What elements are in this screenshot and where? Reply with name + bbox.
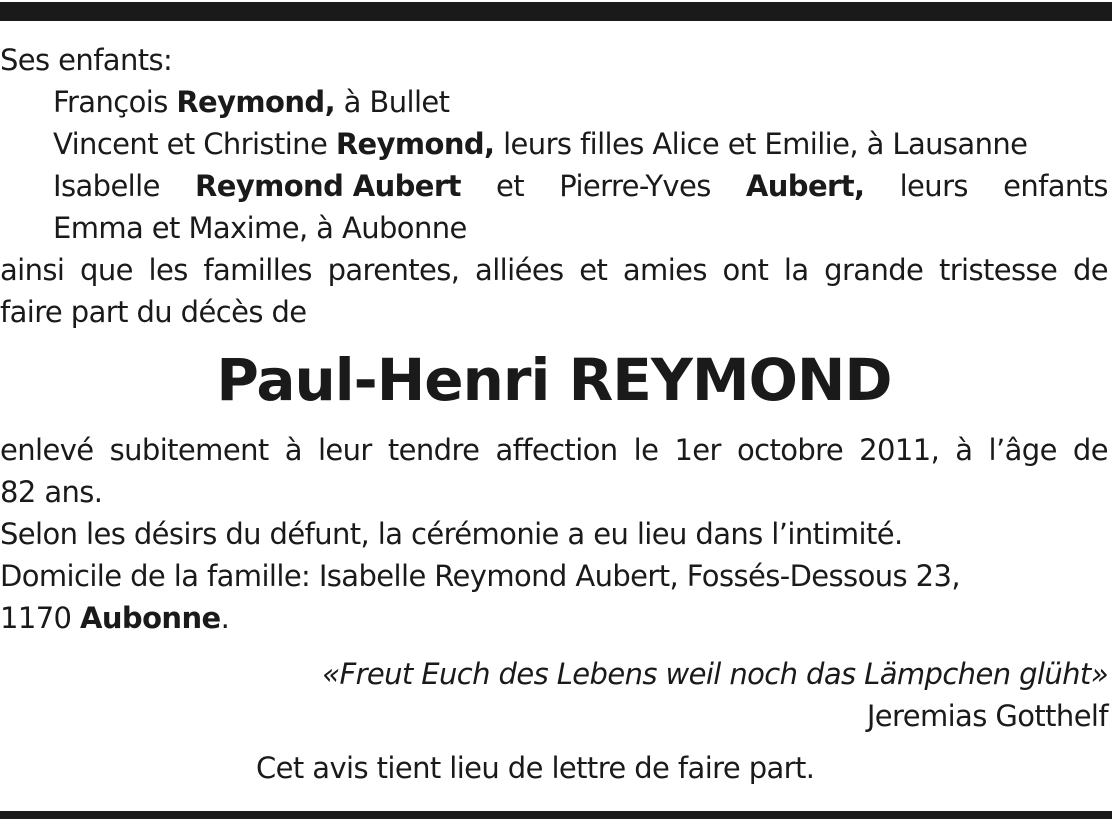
families-word: tristesse	[938, 253, 1058, 287]
death-word: subitement	[109, 433, 269, 467]
families-word: ainsi	[0, 253, 65, 287]
closing-text: Cet avis tient lieu de lettre de faire part.	[256, 751, 815, 785]
families-word: de	[1072, 253, 1108, 287]
families-word: grande	[824, 253, 924, 287]
death-word: de	[1072, 433, 1108, 467]
domicile-period: .	[220, 601, 230, 635]
domicile-line-2	[0, 597, 1108, 639]
quote-text: «Freut Euch des Lebens weil noch das Lämpchen glüht»	[322, 657, 1108, 691]
families-word: que	[80, 253, 133, 287]
deceased-name: Paul-Henri REYMOND	[216, 346, 892, 414]
death-word: 2011,	[859, 433, 940, 467]
families-word: familles	[203, 253, 312, 287]
child-3-word: enfants	[1003, 169, 1108, 203]
postal-code: 1170	[0, 601, 81, 635]
quote-author: Jeremias Gotthelf	[866, 699, 1108, 733]
families-word: et	[579, 253, 608, 287]
domicile-town: Aubonne	[80, 601, 221, 635]
families-word: amies	[622, 253, 707, 287]
families-word: parentes,	[327, 253, 460, 287]
death-word: tendre	[387, 433, 480, 467]
ceremony-text: Selon les désirs du défunt, la cérémonie a eu lieu dans l’intimité.	[0, 517, 903, 551]
death-word: 1er	[674, 433, 721, 467]
child-1-location: à Bullet	[335, 85, 450, 119]
death-word: octobre	[736, 433, 844, 467]
death-word: l’âge	[988, 433, 1057, 467]
child-1-first-name: François	[53, 85, 177, 119]
families-word: alliées	[475, 253, 564, 287]
families-word: la	[783, 253, 809, 287]
child-line-3	[0, 165, 1108, 207]
intro-text: Ses enfants:	[0, 43, 173, 77]
child-3-spouse-surname: Aubert,	[745, 169, 865, 203]
child-line-1	[0, 81, 1108, 123]
top-rule	[0, 2, 1112, 21]
death-word: affection	[495, 433, 618, 467]
families-word: les	[148, 253, 188, 287]
obituary-notice	[0, 39, 1108, 789]
child-3-surname: Reymond Aubert	[195, 169, 461, 203]
death-line-2: 82 ans.	[0, 475, 103, 509]
child-1-surname: Reymond,	[176, 85, 335, 119]
child-3-word: et	[496, 169, 525, 203]
death-line-1	[0, 429, 1108, 471]
bottom-rule	[0, 811, 1112, 819]
death-word: à	[284, 433, 302, 467]
child-2-first-names: Vincent et Christine	[53, 127, 336, 161]
death-word: le	[633, 433, 659, 467]
child-2-details: leurs filles Alice et Emilie, à Lausanne	[494, 127, 1028, 161]
child-2-surname: Reymond,	[335, 127, 495, 161]
child-line-3-continued: Emma et Maxime, à Aubonne	[53, 211, 467, 245]
child-line-2	[0, 123, 1108, 165]
child-3-word: Pierre-Yves	[559, 169, 711, 203]
families-line-1	[0, 249, 1108, 291]
domicile-line-1: Domicile de la famille: Isabelle Reymond Aubert, Fossés-Dessous 23,	[0, 559, 960, 593]
families-word: ont	[722, 253, 769, 287]
families-line-2: faire part du décès de	[0, 295, 307, 329]
death-word: à	[955, 433, 973, 467]
child-3-word: leurs	[899, 169, 968, 203]
death-word: enlevé	[0, 433, 94, 467]
child-3-word: Isabelle	[53, 169, 160, 203]
death-word: leur	[317, 433, 372, 467]
